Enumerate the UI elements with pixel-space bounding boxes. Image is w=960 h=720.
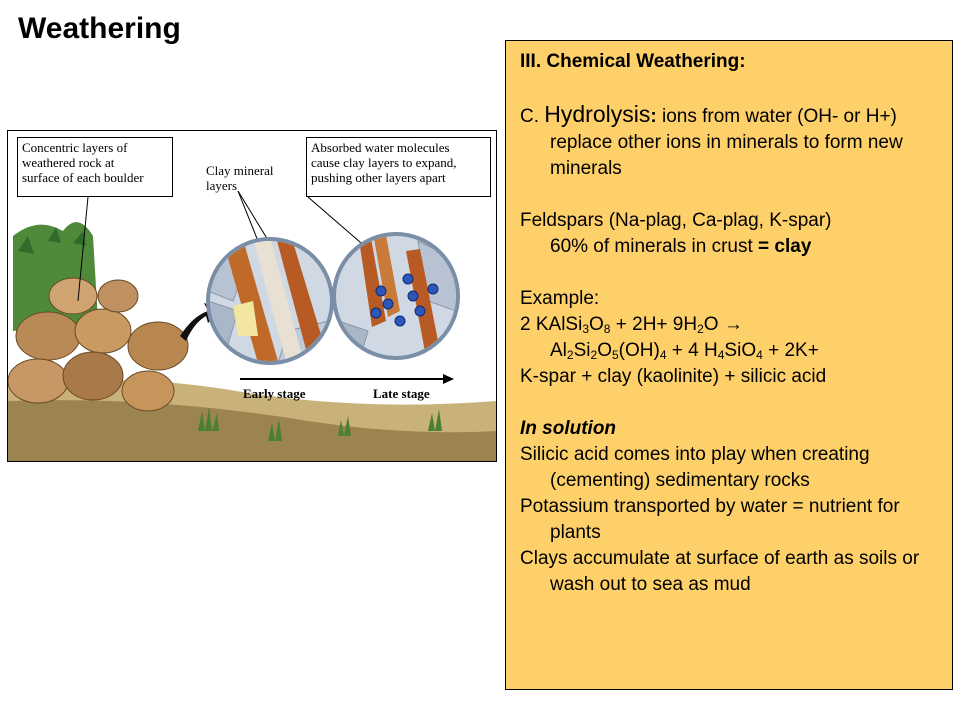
section-heading: III. Chemical Weathering: bbox=[520, 51, 746, 72]
eq2-f: SiO bbox=[724, 340, 757, 361]
eq1-b: O bbox=[589, 314, 604, 335]
eq1-s2: 8 bbox=[603, 322, 611, 336]
equation-words: K-spar + clay (kaolinite) + silicic acid bbox=[520, 366, 827, 387]
feldspar-paragraph bbox=[520, 208, 942, 260]
in-solution-heading: In solution bbox=[520, 418, 617, 439]
hydrolysis-def: ions from water (OH- or H+) replace other ions in minerals to form new minerals bbox=[550, 106, 903, 179]
label-clay-mineral-layers: Clay mineral layers bbox=[206, 163, 274, 193]
feldspar-result: = clay bbox=[758, 236, 812, 257]
eq2-a: Al bbox=[550, 340, 567, 361]
chemical-weathering-panel bbox=[505, 40, 953, 690]
example-label: Example: bbox=[520, 288, 600, 309]
right-arrow-icon: → bbox=[723, 314, 743, 335]
eq2-d: (OH) bbox=[618, 340, 660, 361]
eq2-s6: 4 bbox=[756, 348, 763, 362]
eq2-s3: 5 bbox=[611, 348, 619, 362]
eq2-s5: 4 bbox=[717, 348, 725, 362]
eq1-s1: 3 bbox=[582, 322, 589, 336]
hydrolysis-colon: : bbox=[650, 106, 657, 127]
label-late-stage: Late stage bbox=[373, 386, 430, 401]
hydrolysis-prefix: C. bbox=[520, 106, 545, 127]
eq2-g: + 2K+ bbox=[762, 340, 819, 361]
weathering-figure bbox=[7, 130, 497, 462]
eq2-c: O bbox=[597, 340, 612, 361]
feldspar-pct: 60% of minerals in crust bbox=[550, 236, 759, 257]
slide-title: Weathering bbox=[18, 12, 181, 45]
eq2-e: + 4 H bbox=[666, 340, 718, 361]
eq2-b: Si bbox=[573, 340, 591, 361]
clays-line: Clays accumulate at surface of earth as soils or wash out to sea as mud bbox=[520, 548, 920, 595]
eq1-d: O bbox=[703, 314, 724, 335]
label-early-stage: Early stage bbox=[243, 386, 306, 401]
eq2-s1: 2 bbox=[566, 348, 574, 362]
potassium-line: Potassium transported by water = nutrient for plants bbox=[520, 496, 900, 543]
eq2-s4: 4 bbox=[659, 348, 667, 362]
hydrolysis-equation bbox=[520, 312, 942, 364]
eq1-a: 2 KAlSi bbox=[520, 314, 583, 335]
hydrolysis-definition bbox=[520, 101, 942, 182]
eq2-s2: 2 bbox=[590, 348, 598, 362]
eq1-s3: 2 bbox=[697, 322, 704, 336]
silicic-acid-line: Silicic acid comes into play when creating (cementing) sedimentary rocks bbox=[520, 444, 870, 491]
feldspar-line: Feldspars (Na-plag, Ca-plag, K-spar) bbox=[520, 210, 832, 231]
hydrolysis-term: Hydrolysis bbox=[544, 101, 651, 127]
callout-absorbed-water: Absorbed water molecules cause clay layers to expand, pushing other layers apart bbox=[306, 137, 491, 197]
eq1-c: + 2H+ 9H bbox=[610, 314, 698, 335]
callout-concentric-layers: Concentric layers of weathered rock at surface of each boulder bbox=[17, 137, 173, 197]
